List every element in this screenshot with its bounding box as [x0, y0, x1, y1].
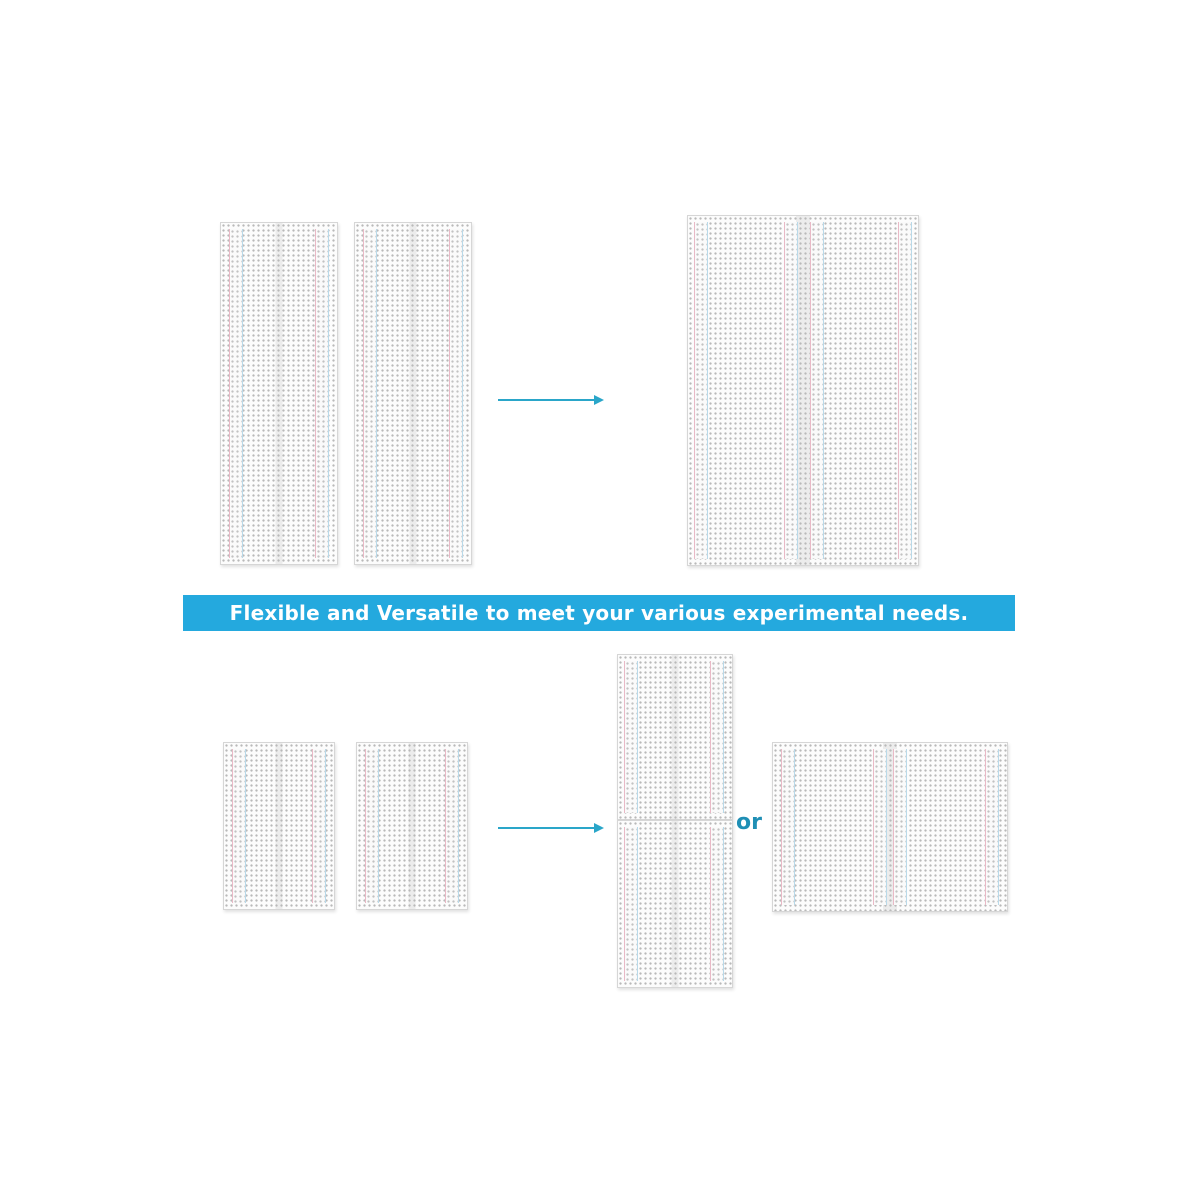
breadboard-half-left	[223, 742, 335, 910]
breadboard-large-left	[220, 222, 338, 565]
breadboard-side-by-side	[772, 742, 1008, 912]
arrow-right-icon	[498, 392, 606, 408]
power-rail	[445, 749, 459, 903]
power-rail	[312, 749, 326, 903]
power-rail	[784, 222, 798, 559]
feature-banner	[183, 595, 1015, 631]
breadboard-stacked-vertical-top	[617, 654, 733, 820]
power-rail	[898, 222, 912, 559]
power-rail	[232, 749, 246, 903]
power-rail	[710, 827, 724, 981]
power-rail	[229, 229, 243, 558]
power-rail	[449, 229, 463, 558]
power-rail	[893, 749, 907, 905]
power-rail	[624, 827, 638, 981]
breadboard-large-right	[354, 222, 472, 565]
power-rail	[363, 229, 377, 558]
breadboard-half-right	[356, 742, 468, 910]
power-rail	[694, 222, 708, 559]
breadboard-stacked-vertical-bottom	[617, 820, 733, 988]
power-rail	[624, 661, 638, 813]
or-label: or	[736, 810, 762, 835]
arrow-right-icon	[498, 820, 606, 836]
banner-text: Flexible and Versatile to meet your various experimental needs.	[229, 601, 969, 625]
power-rail	[985, 749, 999, 905]
power-rail	[873, 749, 887, 905]
power-rail	[365, 749, 379, 903]
breadboard-combined-wide	[687, 215, 919, 566]
power-rail	[710, 661, 724, 813]
power-rail	[810, 222, 824, 559]
power-rail	[781, 749, 795, 905]
power-rail	[315, 229, 329, 558]
